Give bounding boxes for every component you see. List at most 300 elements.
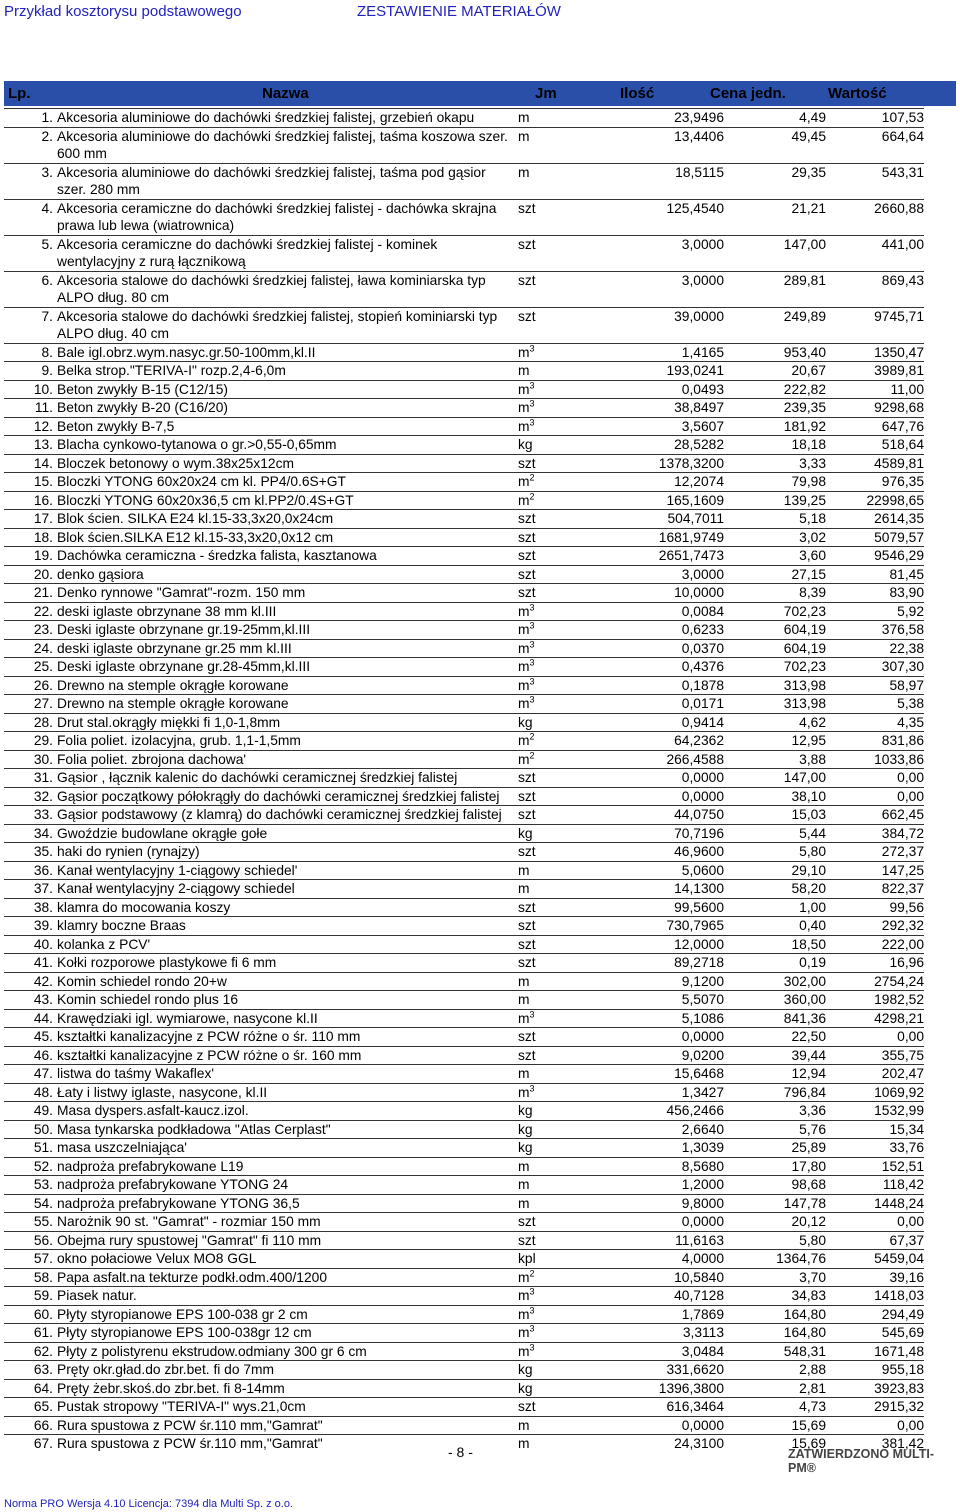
unit: kg [518,1140,533,1155]
total-value: 543,31 [881,164,924,180]
unit-price: 3,60 [799,548,826,563]
unit: $m^3$ [518,1341,535,1359]
unit-price: 58,20 [791,881,826,896]
quantity: 0,0493 [681,381,724,397]
material-name: Piasek natur. [57,1288,137,1303]
column-header-value: Wartość [828,85,887,102]
unit-price: 548,31 [783,1343,826,1359]
row-number: 18. [33,529,53,545]
material-name: Gąsior podstawowy (z klamrą) do dachówki ceramicznej średzkiej falistej [57,807,502,822]
unit: szt [518,236,536,252]
unit: $m^3$ [518,638,535,656]
row-number: 35. [33,844,53,859]
quantity: 8,5680 [681,1158,724,1174]
material-name: Pręty żebr.skoś.do zbr.bet. fi 8-14mm [57,1380,285,1396]
total-value: 355,75 [881,1047,924,1063]
unit-price: 29,10 [791,862,826,878]
table-row [4,621,924,640]
table-row [4,473,924,492]
total-value: 16,96 [889,955,924,970]
row-number: 34. [33,825,53,841]
unit-price: 15,03 [791,807,826,822]
material-name: Rura spustowa z PCW śr.110 mm,"Gamrat" [57,1417,323,1433]
total-value: 1671,48 [874,1343,924,1359]
material-name: Łaty i listwy iglaste, nasycone, kl.II [57,1084,268,1100]
table-row [4,127,924,163]
row-number: 23. [33,622,53,637]
table-row [4,1028,924,1047]
unit: szt [518,844,536,859]
material-name: Pustak stropowy "TERIVA-I" wys.21,0cm [57,1399,306,1414]
unit-price: 4,49 [799,110,826,125]
total-value: 4298,21 [874,1010,924,1026]
unit-exponent: 3 [529,398,535,409]
total-value: 976,35 [881,474,924,489]
total-value: 39,16 [889,1269,924,1285]
total-value: 1033,86 [874,751,924,767]
quantity: 9,1200 [681,973,724,989]
unit-price: 39,44 [791,1047,826,1063]
row-number: 9. [41,363,53,378]
unit-price: 15,69 [791,1417,826,1433]
total-value: 2754,24 [874,973,924,989]
row-number: 11. [34,400,53,415]
row-number: 67. [33,1436,53,1451]
quantity: 1378,3200 [658,455,724,471]
unit-price: 702,23 [783,659,826,674]
unit-exponent: 2 [529,1267,535,1278]
unit: szt [518,770,536,785]
table-row [4,199,924,235]
row-number: 40. [33,936,53,952]
total-value: 292,32 [881,918,924,933]
total-value: 222,00 [881,936,924,952]
total-value: 381,42 [881,1436,924,1451]
table-row [4,1009,924,1028]
total-value: 1532,99 [874,1103,924,1118]
row-number: 3. [41,164,53,180]
total-value: 0,00 [897,788,924,804]
row-number: 26. [33,677,53,693]
material-name: Akcesoria aluminiowe do dachówki średzkiej falistej, grzebień okapu [57,110,475,125]
unit-price: 3,88 [799,751,826,767]
row-number: 57. [33,1251,53,1266]
unit-price: 21,21 [791,200,826,216]
unit-price: 8,39 [799,585,826,600]
material-name: Akcesoria ceramiczne do dachówki średzkiej falistej - kominek wentylacyjny z rurą łącznikową [57,236,438,269]
unit-price: 147,00 [783,770,826,785]
total-value: 58,97 [889,677,924,693]
quantity: 1,3427 [681,1084,724,1100]
unit: m [518,973,530,989]
unit-price: 79,98 [791,474,826,489]
total-value: 1350,47 [874,344,924,360]
unit-price: 34,83 [791,1288,826,1303]
row-number: 2. [41,128,53,144]
row-number: 36. [33,862,53,878]
table-row [4,732,924,751]
unit-price: 27,15 [791,566,826,582]
unit: szt [518,807,536,822]
quantity: 9,8000 [681,1195,724,1211]
material-name: Masa tynkarska podkładowa "Atlas Cerplast" [57,1121,331,1137]
unit-price: 289,81 [783,272,826,288]
material-name: Krawędziaki igl. wymiarowe, nasycone kl.II [57,1010,318,1026]
material-name: Kanał wentylacyjny 1-ciągowy schiedel' [57,862,298,878]
unit-price: 239,35 [783,400,826,415]
unit: $m^2$ [518,472,535,489]
unit: szt [518,272,536,288]
table-row [4,1324,924,1343]
total-value: 384,72 [881,825,924,841]
material-name: Płyty z polistyrenu ekstrudow.odmiany 300 gr 6 cm [57,1343,367,1359]
material-name: Belka strop."TERIVA-I" rozp.2,4-6,0m [57,363,286,378]
row-number: 51. [33,1140,53,1155]
table-row [4,454,924,473]
total-value: 9298,68 [874,400,924,415]
quantity: 2,6640 [681,1121,724,1137]
table-row [4,1083,924,1102]
table-row [4,1194,924,1213]
quantity: 99,5600 [674,899,724,915]
unit-price: 12,95 [791,733,826,748]
material-name: haki do rynien (rynajzy) [57,844,200,859]
total-value: 33,76 [889,1140,924,1155]
quantity: 125,4540 [666,200,724,216]
row-number: 47. [33,1066,53,1081]
material-name: Deski iglaste obrzynane gr.19-25mm,kl.III [57,622,311,637]
quantity: 0,0171 [681,696,724,711]
table-row [4,491,924,510]
quantity: 504,7011 [667,511,724,526]
unit: m [518,862,530,878]
column-header-name: Nazwa [262,85,309,102]
total-value: 0,00 [897,1417,924,1433]
total-value: 9546,29 [874,548,924,563]
unit: szt [518,1029,536,1044]
total-value: 869,43 [881,272,924,288]
material-name: nadproża prefabrykowane YTONG 36,5 [57,1195,300,1211]
unit-exponent: 3 [529,601,535,612]
material-name: Bloczki YTONG 60x20x36,5 cm kl.PP2/0.4S+GT [57,492,354,508]
quantity: 3,0000 [681,236,724,252]
quantity: 0,0370 [681,640,724,656]
total-value: 5079,57 [874,529,924,545]
row-number: 17. [33,511,53,526]
total-value: 67,37 [889,1232,924,1248]
total-value: 4589,81 [874,455,924,471]
row-number: 28. [33,714,53,730]
unit-price: 98,68 [791,1177,826,1192]
total-value: 83,90 [889,585,924,600]
unit: $m^3$ [518,416,535,434]
quantity: 1,2000 [681,1177,724,1192]
row-number: 62. [33,1343,53,1359]
unit: szt [518,788,536,804]
material-name: Gąsior początkowy półokrągły do dachówki ceramicznej średzkiej falistej [57,788,500,804]
row-number: 38. [33,899,53,915]
unit-price: 181,92 [783,418,826,434]
total-value: 107,53 [881,110,924,125]
table-row [4,1065,924,1084]
unit-price: 604,19 [783,640,826,656]
quantity: 70,7196 [674,825,724,841]
total-value: 9745,71 [874,308,924,324]
unit-price: 147,78 [783,1195,826,1211]
table-row [4,843,924,862]
row-number: 29. [33,733,53,748]
unit: kg [518,1103,533,1118]
row-number: 64. [33,1380,53,1396]
total-value: 955,18 [881,1362,924,1377]
unit-price: 222,82 [783,381,826,397]
quantity: 14,1300 [674,881,724,896]
unit-price: 22,50 [791,1029,826,1044]
unit-price: 38,10 [791,788,826,804]
unit-exponent: 3 [529,1008,535,1019]
total-value: 3923,83 [874,1380,924,1396]
unit: $m^2$ [518,1267,535,1285]
table-row [4,547,924,566]
row-number: 24. [33,640,53,656]
material-name: kształtki kanalizacyjne z PCW różne o śr. 110 mm [57,1029,361,1044]
unit-exponent: 3 [529,1323,535,1334]
material-name: Akcesoria ceramiczne do dachówki średzkiej falistej - dachówka skrajna prawa lub lewa (wiatrownica) [57,200,497,233]
total-value: 1982,52 [874,992,924,1007]
unit-exponent: 3 [529,379,535,390]
total-value: 2660,88 [874,200,924,216]
unit-price: 249,89 [783,308,826,324]
unit: szt [518,899,536,915]
material-name: nadproża prefabrykowane YTONG 24 [57,1177,289,1192]
unit: $m^2$ [518,490,535,508]
material-name: deski iglaste obrzynane gr.25 mm kl.III [57,640,292,656]
table-row [4,565,924,584]
unit: m [518,164,530,180]
unit-exponent: 2 [529,749,535,760]
approval-stamp: ZATWIERDZONO MULTI-PM® [788,1447,935,1475]
material-name: Drewno na stemple okrągłe korowane [57,677,289,693]
unit-price: 29,35 [791,164,826,180]
column-header-lp: Lp. [8,85,31,102]
quantity: 89,2718 [674,955,724,970]
page-number: - 8 - [448,1444,473,1460]
row-number: 50. [33,1121,53,1137]
unit: m [518,992,530,1007]
table-row [4,436,924,455]
row-number: 25. [33,659,53,674]
table-row [4,1398,924,1417]
row-number: 8. [41,344,53,360]
unit-exponent: 3 [529,1286,535,1297]
unit-price: 3,36 [799,1103,826,1118]
quantity: 2651,7473 [658,548,724,563]
unit-exponent: 2 [529,490,535,501]
quantity: 13,4406 [674,128,724,144]
table-row [4,658,924,677]
unit: kpl [518,1251,536,1266]
quantity: 5,0600 [681,862,724,878]
unit: szt [518,1232,536,1248]
unit-price: 164,80 [783,1306,826,1322]
row-number: 27. [33,696,53,711]
material-name: deski iglaste obrzynane 38 mm kl.III [57,603,277,619]
quantity: 266,4588 [666,751,724,767]
total-value: 22998,65 [866,492,924,508]
unit: m [518,881,530,896]
quantity: 28,5282 [674,437,724,452]
total-value: 15,34 [889,1121,924,1137]
unit-exponent: 3 [529,638,535,649]
document-title: Przykład kosztorysu podstawowego [4,3,242,20]
material-name: Rura spustowa z PCW śr.110 mm,"Gamrat" [57,1436,323,1451]
row-number: 49. [33,1103,53,1118]
quantity: 0,1878 [681,677,724,693]
total-value: 152,51 [881,1158,924,1174]
unit: szt [518,566,536,582]
row-number: 5. [41,236,53,252]
quantity: 165,1609 [666,492,724,508]
quantity: 0,9414 [681,714,724,730]
material-name: Blacha cynkowo-tytanowa o gr.>0,55-0,65mm [57,437,337,452]
quantity: 0,4376 [681,659,724,674]
table-row [4,750,924,769]
table-header-bar [4,81,956,106]
quantity: 1,4165 [681,344,724,360]
table-row [4,1361,924,1380]
table-row [4,806,924,825]
unit: szt [518,200,536,216]
material-name: Deski iglaste obrzynane gr.28-45mm,kl.III [57,659,311,674]
material-name: Bale igl.obrz.wym.nasyc.gr.50-100mm,kl.II [57,344,316,360]
unit-price: 4,62 [799,714,826,730]
total-value: 202,47 [881,1066,924,1081]
unit: szt [518,955,536,970]
total-value: 3989,81 [874,363,924,378]
row-number: 48. [33,1084,53,1100]
quantity: 10,5840 [674,1269,724,1285]
unit-price: 313,98 [783,677,826,693]
table-row [4,1176,924,1195]
material-name: Folia poliet. izolacyjna, grub. 1,1-1,5mm [57,733,301,748]
unit-exponent: 3 [529,694,535,705]
table-row [4,769,924,788]
section-title: ZESTAWIENIE MATERIAŁÓW [357,3,561,20]
total-value: 5459,04 [874,1251,924,1266]
quantity: 0,6233 [681,622,724,637]
unit: $m^3$ [518,342,535,360]
table-row [4,510,924,529]
material-name: Beton zwykły B-15 (C12/15) [57,381,228,397]
total-value: 307,30 [881,659,924,674]
table-row [4,935,924,954]
total-value: 81,45 [889,566,924,582]
unit: $m^2$ [518,749,535,767]
unit-price: 5,18 [799,511,826,526]
table-row [4,602,924,621]
quantity: 3,5607 [681,418,724,434]
quantity: 331,6620 [666,1362,724,1377]
table-row [4,417,924,436]
quantity: 1396,3800 [658,1380,724,1396]
quantity: 64,2362 [674,733,724,748]
quantity: 0,0000 [681,1214,724,1229]
material-name: Denko rynnowe "Gamrat"-rozm. 150 mm [57,585,306,600]
quantity: 12,0000 [674,936,724,952]
unit-price: 0,40 [799,918,826,933]
row-number: 31. [33,770,53,785]
total-value: 118,42 [882,1177,924,1192]
quantity: 44,0750 [674,807,724,822]
unit: szt [518,1399,536,1414]
quantity: 456,2466 [666,1103,724,1118]
row-number: 10. [33,381,53,397]
material-name: Obejma rury spustowej "Gamrat" fi 110 mm [57,1232,322,1248]
table-row [4,991,924,1010]
table-row [4,1120,924,1139]
unit: szt [518,936,536,952]
unit: szt [518,1214,536,1229]
total-value: 441,00 [881,236,924,252]
software-footer: Norma PRO Wersja 4.10 Licencja: 7394 dla Multi Sp. z o.o. [4,1498,293,1510]
unit-price: 164,80 [783,1325,826,1340]
table-row [4,163,924,199]
unit: $m^3$ [518,1008,535,1026]
material-name: Papa asfalt.na tekturze podkł.odm.400/1200 [57,1269,327,1285]
table-row [4,584,924,603]
material-name: Kanał wentylacyjny 2-ciągowy schiedel [57,881,295,896]
unit-exponent: 3 [529,620,535,631]
material-name: masa uszczelniająca' [57,1140,187,1155]
row-number: 14. [33,455,53,471]
table-row [4,1305,924,1324]
total-value: 1448,24 [874,1195,924,1211]
unit: $m^3$ [518,1082,535,1100]
quantity: 3,0000 [681,566,724,582]
unit-price: 1364,76 [776,1251,826,1266]
table-row [4,528,924,547]
row-number: 7. [41,308,53,324]
unit-price: 313,98 [783,696,826,711]
unit: kg [518,1362,533,1377]
material-name: Bloczek betonowy o wym.38x25x12cm [57,455,294,471]
table-row [4,695,924,714]
row-number: 6. [41,272,53,288]
total-value: 518,64 [881,437,924,452]
material-name: Beton zwykły B-20 (C16/20) [57,400,228,415]
total-value: 662,45 [881,807,924,822]
quantity: 11,6163 [675,1232,724,1248]
table-row [4,1157,924,1176]
row-number: 42. [33,973,53,989]
unit-price: 5,44 [799,825,826,841]
unit-price: 5,80 [799,844,826,859]
table-row [4,639,924,658]
row-number: 12. [33,418,53,434]
material-name: Drut stal.okrągły miękki fi 1,0-1,8mm [57,714,281,730]
row-number: 44. [33,1010,53,1026]
unit: szt [518,585,536,600]
unit-price: 20,67 [791,363,826,378]
table-row [4,109,924,128]
unit: $m^3$ [518,398,535,415]
unit-price: 147,00 [783,236,826,252]
quantity: 193,0241 [666,363,724,378]
quantity: 3,3113 [682,1325,724,1340]
unit-price: 25,89 [791,1140,826,1155]
unit-price: 17,80 [791,1158,826,1174]
unit-price: 5,80 [799,1232,826,1248]
